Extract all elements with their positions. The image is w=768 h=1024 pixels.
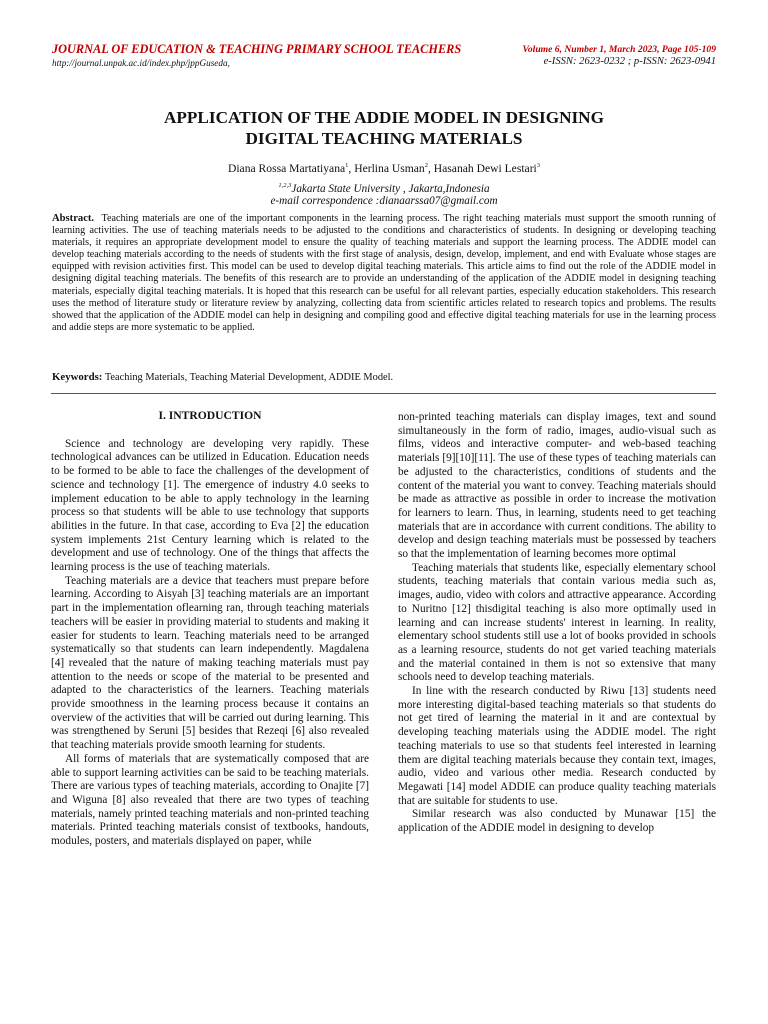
affiliation-superscript: 1,2,3 — [278, 182, 292, 189]
left-column — [51, 408, 369, 849]
keywords-label: Keywords: — [52, 371, 103, 383]
correspondence-email: e-mail correspondence :dianaarssa07@gmail.com — [270, 195, 498, 207]
body-paragraph: Teaching materials that students like, especially elementary school students, teaching materials that contain various media such as, images, audio, video with colors and attractive appearance. According to Nuritno [12] thisdigital teaching is also more optimally used in learning and can increase students' interest in learning. In reality, elementary school students still use a lot of books provided in schools as a learning resource, students do not get varied teaching materials and the material contained in them is not so extensive that many schools need to develop teaching materials. — [398, 561, 716, 684]
author-name: Herlina Usman — [354, 162, 425, 175]
paper-title-line-2: DIGITAL TEACHING MATERIALS — [245, 129, 523, 148]
paper-title — [84, 107, 684, 149]
author-superscript: 2 — [424, 162, 428, 169]
body-paragraph: Science and technology are developing very rapidly. These technological advances can be utilized in Education. Education needs to be formed to be able to face the challenges of the development of science and technology [1]. The emergence of industry 4.0 seeks to implement education to be able to apply technology in the learning process so that students will be able to use technology that supports abilities in the future. In that case, according to Eva [2] the education system implements 21st Century learning which is related to the development and use of technology. One of the things that affects the learning process is the use of teaching materials. — [51, 437, 369, 574]
journal-name: JOURNAL OF EDUCATION & TEACHING PRIMARY SCHOOL TEACHERS — [52, 42, 462, 56]
section-divider — [51, 393, 716, 394]
section-heading-introduction: I. INTRODUCTION — [158, 409, 262, 422]
journal-header — [50, 42, 716, 72]
body-paragraph: All forms of materials that are systematically composed that are able to support learning activities can be said to be teaching materials. There are various types of teaching materials, according to Onajite [7] and Wiguna [8] also revealed that there are two types of teaching materials, namely printed teaching materials and non-printed teaching materials. Printed teaching materials consist of textbooks, handouts, modules, posters, and materials displayed on paper, while — [51, 752, 369, 848]
journal-url[interactable]: http://journal.unpak.ac.id/index.php/jppGuseda, — [52, 58, 230, 68]
journal-volume: Volume 6, Number 1, March 2023, Page 105-109 — [522, 44, 716, 55]
body-paragraph: Teaching materials are a device that teachers must prepare before learning. According to Aisyah [3] teaching materials are an important part in the implementation oflearning ran, through teaching materials teachers will be easier in providing material to students and making it easier for students to learn. Teaching materials need to be arranged systematically so that students can learn independently. Magdalena [4] revealed that the nature of making teaching materials must pay attention to the needs or scope of the material to be presented and adapted to the characteristics of the learners. Teaching materials provide smoothness in the learning process because it contains an overview of the activities that will be carried out during learning. This was strengthened by Seruni [5] besides that Rezeqi [6] also revealed that teaching materials provide smooth learning for students. — [51, 574, 369, 752]
body-paragraph: Similar research was also conducted by Munawar [15] the application of the ADDIE model in designing to develop — [398, 808, 716, 835]
author-list: Diana Rossa Martatiyana$^1$, Herlina Usman$^2$, Hasanah Dewi Lestari$^3$ — [227, 162, 541, 175]
abstract — [52, 213, 716, 334]
author-superscript: 1 — [345, 162, 349, 169]
affiliation: Jakarta State University , Jakarta,Indonesia — [291, 183, 490, 195]
abstract-text: Teaching materials are one of the important components in the learning process. The right teaching materials must support the smooth running of learning activities. The use of teaching materials needs to be adjusted to the conditions and characteristics of students. In designing or developing teaching materials, it requires an appropriate development model to ensure the quality of teaching materials and support the learning process. The ADDIE model can develop teaching materials according to the needs of students with the first stage of analysis, design, develop, implement, and end with Evaluate whose stages are equipped with revision activities first. This model can be used to develop digital teaching materials. This article aims to find out the role of the ADDIE model in designing digital teaching materials. The benefits of this research are to provide an understanding of the application of the ADDIE model in designing teaching materials, especially digital teaching materials. It is hoped that this research can be useful for all relevant parties, especially education stakeholders. This research uses the method of literature study or literature review by analyzing, collecting data from scientific articles related to research topics and problems. The results showed that the application of the ADDIE model can help in designing and compiling good and effective digital teaching materials for use in the learning process and addie steps are more systematic to be applied. — [52, 213, 716, 333]
abstract-label: Abstract. — [52, 213, 95, 224]
right-column — [398, 411, 716, 836]
author-name: Hasanah Dewi Lestari — [433, 162, 537, 175]
body-paragraph: non-printed teaching materials can display images, text and sound simultaneously in the form of radio, images, audio-visual such as films, videos and interactive computer- and web-based teaching materials [9][10][11]. The use of these types of teaching materials can be adjusted to the characteristics, conditions of students and the content of the material you want to convey. Teaching materials should be made as attractive as possible in order to increase the motivation for learners to learn. Thus, in learning, students need to get teaching materials that are in accordance with current conditions. The ability to develop and design teaching materials must be possessed by teachers so that the implementation of learning becomes more optimal — [398, 411, 716, 561]
keywords-text: Teaching Materials, Teaching Material Development, ADDIE Model. — [104, 372, 394, 383]
paper-title-line-1: APPLICATION OF THE ADDIE MODEL IN DESIGNING — [164, 108, 604, 127]
journal-issn: e-ISSN: 2623-0232 ; p-ISSN: 2623-0941 — [543, 56, 716, 67]
body-paragraph: In line with the research conducted by Riwu [13] students need more interesting digital-based teaching materials so that students do not get tired of learning the material in it and are contextual by developing teaching materials using the ADDIE model. The right teaching materials to use so that students feel interested in learning them are digital teaching materials because they contain text, images, audio, video and various other media. Research conducted by Megawati [14] model ADDIE can produce quality teaching materials that are suitable for students to use. — [398, 685, 716, 807]
keywords — [52, 371, 716, 383]
author-name: Diana Rossa Martatiyana — [227, 162, 346, 175]
author-superscript: 3 — [536, 162, 541, 169]
affiliation-block — [0, 180, 768, 207]
